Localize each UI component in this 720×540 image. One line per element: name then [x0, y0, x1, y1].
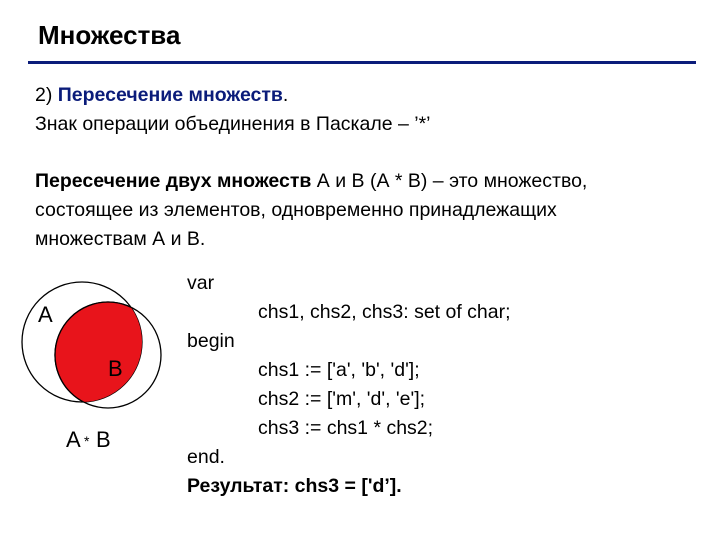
subheading-line: [35, 84, 288, 107]
result-line: Результат: chs3 = ['d’].: [187, 475, 402, 497]
slide-title: Множества: [38, 20, 181, 50]
caption-operator: *: [84, 433, 90, 449]
code-line-var: var: [187, 272, 215, 294]
code-line-end: end.: [187, 446, 225, 468]
code-line-chs2: chs2 := ['m', 'd', 'e'];: [258, 388, 426, 410]
set-b-label: B: [108, 356, 123, 381]
set-a-label: A: [38, 302, 53, 327]
definition-term: Пересечение двух множеств: [35, 170, 312, 192]
subheading-number: 2): [35, 84, 58, 106]
definition-line-2: состоящее из элементов, одновременно принадлежащих: [35, 199, 557, 221]
definition-line-3: множествам А и В.: [35, 228, 206, 250]
code-line-begin: begin: [187, 330, 235, 352]
code-line-chs1: chs1 := ['a', 'b', 'd'];: [258, 359, 420, 381]
subheading-period: .: [282, 84, 289, 106]
title-divider: [28, 61, 696, 64]
caption-b: B: [96, 427, 111, 452]
caption-a: A: [66, 427, 81, 452]
subheading-term: Пересечение множеств: [57, 84, 283, 106]
definition-text: А и В (А * В) – это множество,: [311, 170, 588, 192]
definition-line-1: [35, 170, 587, 193]
venn-diagram: [0, 260, 180, 470]
code-line-chs3: chs3 := chs1 * chs2;: [258, 417, 434, 439]
code-line-declaration: chs1, chs2, chs3: set of char;: [258, 301, 511, 323]
operator-sign-line: Знак операции объединения в Паскале – ’*’: [35, 113, 431, 135]
